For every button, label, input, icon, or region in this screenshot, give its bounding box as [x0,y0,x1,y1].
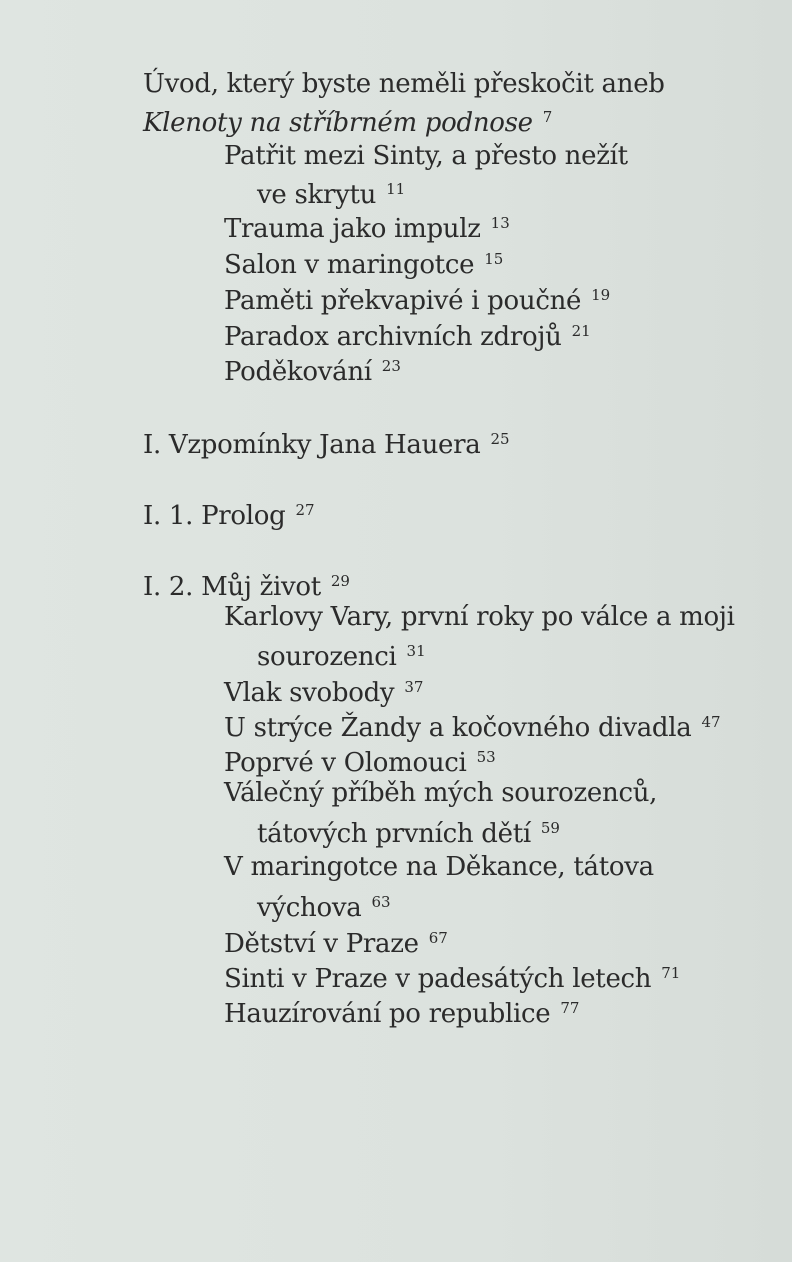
toc-page-number: 63 [371,893,391,911]
toc-page-number: 67 [428,929,448,947]
toc-page-number: 11 [386,180,406,198]
toc-entry-label: Karlovy Vary, první roky po válce a moji [224,602,735,632]
toc-page-number: 25 [490,430,510,448]
toc-entry-label: Klenoty na stříbrném podnose [143,108,533,138]
toc-subentry [224,922,448,960]
toc-entry-intro [143,68,665,100]
toc-entry-label: Paměti překvapivé i poučné [224,286,582,316]
toc-entry-label: Poděkování [224,357,372,387]
toc-subentry [224,741,496,779]
toc-entry-intro-continued [143,101,552,139]
toc-page-number: 71 [661,964,681,982]
toc-subentry [224,140,628,172]
toc-subentry [224,350,401,388]
toc-page-number: 7 [542,108,553,126]
toc-chapter-2 [143,565,350,603]
toc-entry-label: U strýce Žandy a kočovného divadla [224,713,692,743]
toc-entry-label: výchova [257,893,362,923]
toc-chapter-1 [143,494,315,532]
toc-subentry [224,957,680,995]
toc-entry-label: I. 1. Prolog [143,501,286,531]
toc-entry-label: V maringotce na Děkance, tátova [224,852,654,882]
toc-entry-label: Úvod, který byste neměli přeskočit aneb [143,69,665,99]
toc-page-number: 47 [701,713,721,731]
toc-subentry [224,671,423,709]
toc-subentry-continued [257,173,405,211]
toc-subentry [224,706,721,744]
toc-entry-label: Vlak svobody [224,678,395,708]
toc-subentry-continued [257,635,426,673]
toc-subentry [224,207,510,245]
toc-entry-label: Poprvé v Olomouci [224,748,467,778]
toc-subentry [224,243,503,281]
toc-page-number: 53 [476,748,496,766]
toc-page-number: 59 [540,819,560,837]
toc-page-number: 13 [490,214,510,232]
toc-subentry [224,777,657,809]
toc-entry-label: Hauzírování po republice [224,999,551,1029]
toc-part-1 [143,423,510,461]
toc-entry-label: Dětství v Praze [224,929,419,959]
toc-entry-label: ve skrytu [257,180,377,210]
toc-page-number: 27 [295,501,315,519]
toc-subentry [224,992,579,1030]
toc-entry-label: Válečný příběh mých sourozenců, [224,778,658,808]
toc-entry-label: I. 2. Můj život [143,572,321,602]
toc-entry-label: sourozenci [257,642,397,672]
toc-page-number: 15 [484,250,504,268]
toc-entry-label: Sinti v Praze v padesátých letech [224,964,652,994]
toc-page-number: 19 [591,286,611,304]
toc-entry-label: I. Vzpomínky Jana Hauera [143,430,481,460]
toc-entry-label: Patřit mezi Sinty, a přesto nežít [224,141,628,171]
toc-entry-label: Trauma jako impulz [224,214,481,244]
toc-subentry-continued [257,812,560,850]
toc-page-number: 77 [560,999,580,1017]
toc-subentry-continued [257,886,391,924]
toc-page-number: 37 [404,678,424,696]
toc-subentry [224,315,591,353]
toc-page-number: 29 [330,572,350,590]
toc-page-number: 31 [406,642,426,660]
toc-subentry [224,601,735,633]
toc-subentry [224,851,654,883]
toc-page-number: 23 [381,357,401,375]
toc-page-number: 21 [571,322,591,340]
toc-entry-label: tátových prvních dětí [257,819,531,849]
toc-subentry [224,279,610,317]
toc-entry-label: Salon v maringotce [224,250,475,280]
toc-entry-label: Paradox archivních zdrojů [224,322,562,352]
